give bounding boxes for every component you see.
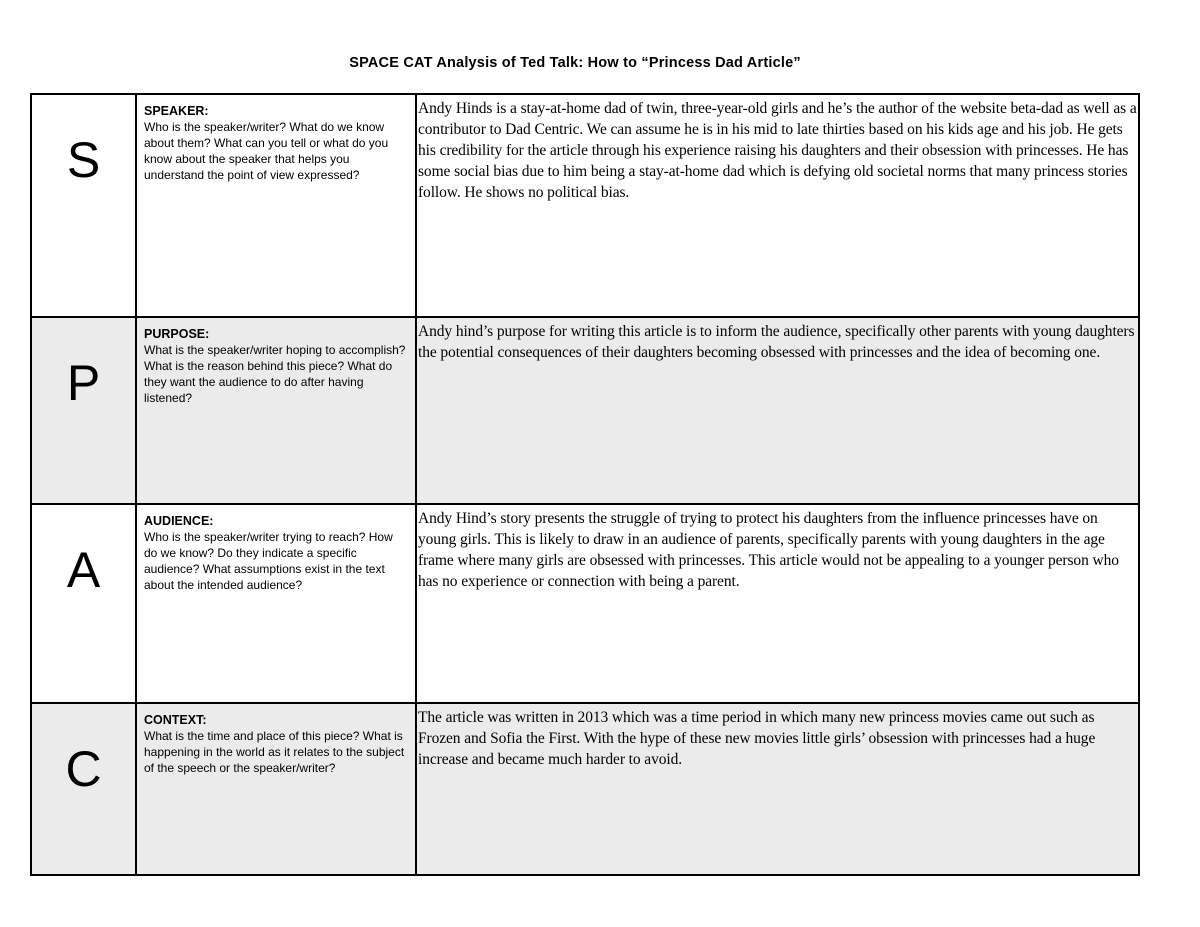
audience-prompt-cell: [136, 504, 416, 703]
speaker-response[interactable]: Andy Hinds is a stay-at-home dad of twin, three-year-old girls and he’s the author of the website beta-dad as well as a contributor to Dad Centric. We can assume he is in his mid to late thirties based on his kids age and his job. He gets his credibility for the article through his experience raising his daughters and their obsession with princesses. He has some social bias due to him being a stay-at-home dad which is defying old societal norms that many princess stories follow. He shows no political bias.: [418, 100, 1137, 201]
speaker-prompt: Who is the speaker/writer? What do we know about them? What can you tell or what do you know about the speaker that helps you understand the point of view expressed?: [144, 120, 389, 182]
speaker-prompt-cell: [136, 94, 416, 317]
context-letter-cell: [31, 703, 136, 875]
speaker-letter-cell: [31, 94, 136, 317]
context-row: [31, 703, 1139, 875]
context-letter: C: [65, 741, 102, 797]
purpose-row: [31, 317, 1139, 504]
purpose-prompt-cell: [136, 317, 416, 504]
document-title: SPACE CAT Analysis of Ted Talk: How to “Princess Dad Article”: [349, 55, 801, 71]
speaker-letter: S: [66, 132, 101, 188]
audience-letter: A: [66, 542, 101, 598]
context-prompt-cell: [136, 703, 416, 875]
purpose-letter-cell: [31, 317, 136, 504]
space-cat-table: [30, 93, 1140, 876]
purpose-letter: P: [66, 355, 101, 411]
purpose-response[interactable]: Andy hind’s purpose for writing this article is to inform the audience, specifically other parents with young daughters the potential consequences of their daughters becoming obsessed with princesses and the idea of becoming one.: [418, 323, 1135, 361]
purpose-heading: PURPOSE:: [144, 327, 210, 341]
context-response[interactable]: The article was written in 2013 which was a time period in which many new princess movies came out such as Frozen and Sofia the First. With the hype of these new movies little girls’ obsession with princesses had a huge increase and became much harder to avoid.: [418, 709, 1096, 768]
context-prompt: What is the time and place of this piece? What is happening in the world as it relates to the subject of the speech or the speaker/writer?: [144, 729, 405, 775]
context-response-cell[interactable]: [416, 703, 1139, 875]
speaker-row: [31, 94, 1139, 317]
speaker-response-cell[interactable]: [416, 94, 1139, 317]
speaker-heading: SPEAKER:: [144, 104, 209, 118]
audience-prompt: Who is the speaker/writer trying to reach? How do we know? Do they indicate a specific audience? What assumptions exist in the text about the intended audience?: [144, 530, 393, 592]
audience-letter-cell: [31, 504, 136, 703]
purpose-response-cell[interactable]: [416, 317, 1139, 504]
audience-response[interactable]: Andy Hind’s story presents the struggle of trying to protect his daughters from the influence princesses have on young girls. This is likely to draw in an audience of parents, specifically parents with young daughters in the age frame where many girls are obsessed with princesses. This article would not be appealing to a younger person who has no experience or connection with being a parent.: [418, 510, 1119, 590]
purpose-prompt: What is the speaker/writer hoping to accomplish? What is the reason behind this piece? What do they want the audience to do after having listened?: [144, 343, 406, 405]
context-heading: CONTEXT:: [144, 713, 207, 727]
audience-response-cell[interactable]: [416, 504, 1139, 703]
audience-row: [31, 504, 1139, 703]
audience-heading: AUDIENCE:: [144, 514, 214, 528]
